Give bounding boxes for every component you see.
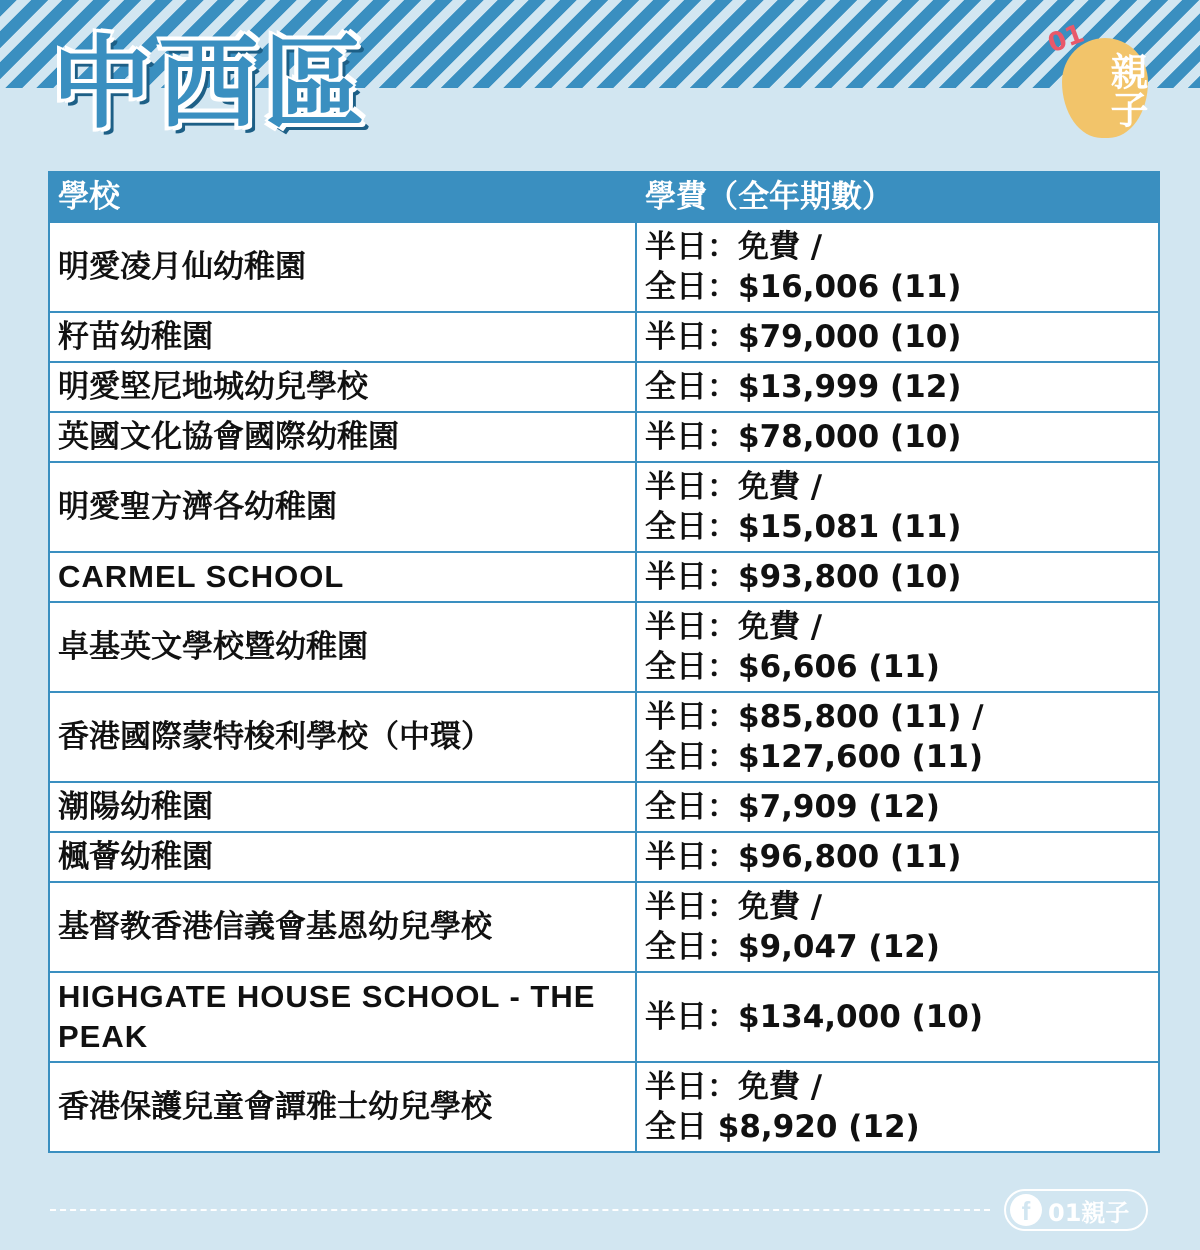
fees-column-header: 學費（全年期數） xyxy=(636,172,1159,222)
school-name-cell: 香港國際蒙特梭利學校（中環） xyxy=(49,692,636,782)
fee-cell xyxy=(636,552,1159,602)
fee-line: 半日：$85,800 (11) / xyxy=(645,699,984,735)
fee-line: 半日：免費 / xyxy=(645,1069,823,1105)
fee-line: 全日：$127,600 (11) xyxy=(645,739,984,775)
footer-dashed-divider xyxy=(50,1209,990,1211)
fee-cell xyxy=(636,602,1159,692)
table-row xyxy=(49,412,1159,462)
fee-line: 半日：免費 / xyxy=(645,469,823,505)
school-column-header: 學校 xyxy=(49,172,636,222)
fee-cell xyxy=(636,312,1159,362)
page-title: 中西區 xyxy=(52,25,370,142)
fee-line: 半日：免費 / xyxy=(645,889,823,925)
table-row xyxy=(49,222,1159,312)
fee-line: 半日：$78,000 (10) xyxy=(645,419,962,455)
fee-cell xyxy=(636,882,1159,972)
school-name-cell: 楓薈幼稚園 xyxy=(49,832,636,882)
fee-line: 全日：$9,047 (12) xyxy=(645,929,940,965)
table-row xyxy=(49,782,1159,832)
fee-line: 全日：$6,606 (11) xyxy=(645,649,940,685)
school-name-cell: 明愛堅尼地城幼兒學校 xyxy=(49,362,636,412)
fee-cell xyxy=(636,1062,1159,1152)
fee-cell xyxy=(636,362,1159,412)
fee-cell xyxy=(636,412,1159,462)
school-name-cell: 基督教香港信義會基恩幼兒學校 xyxy=(49,882,636,972)
fee-line: 半日：$134,000 (10) xyxy=(645,999,984,1035)
school-name-cell: CARMEL SCHOOL xyxy=(49,552,636,602)
fee-line: 半日：$79,000 (10) xyxy=(645,319,962,355)
fee-line: 全日：$16,006 (11) xyxy=(645,269,962,305)
fee-line: 半日：$93,800 (10) xyxy=(645,559,962,595)
table-row xyxy=(49,972,1159,1062)
table-row xyxy=(49,552,1159,602)
school-name-cell: 卓基英文學校暨幼稚園 xyxy=(49,602,636,692)
school-name-cell: 明愛聖方濟各幼稚園 xyxy=(49,462,636,552)
school-name-cell: 潮陽幼稚園 xyxy=(49,782,636,832)
footer-brand-badge xyxy=(1004,1189,1148,1231)
fee-cell xyxy=(636,222,1159,312)
table-header-row xyxy=(49,172,1159,222)
table-row xyxy=(49,462,1159,552)
school-name-cell: 香港保護兒童會譚雅士幼兒學校 xyxy=(49,1062,636,1152)
fee-cell xyxy=(636,462,1159,552)
school-name-cell: 英國文化協會國際幼稚園 xyxy=(49,412,636,462)
fee-line: 半日：免費 / xyxy=(645,609,823,645)
brand-logo xyxy=(1043,18,1148,138)
logo-text: 親子 xyxy=(1104,52,1148,128)
table-row xyxy=(49,312,1159,362)
fee-cell xyxy=(636,782,1159,832)
table-row xyxy=(49,692,1159,782)
table-body xyxy=(49,222,1159,1152)
fee-cell xyxy=(636,972,1159,1062)
fee-line: 全日 $8,920 (12) xyxy=(645,1109,920,1145)
school-name-cell: 明愛凌月仙幼稚園 xyxy=(49,222,636,312)
facebook-icon: f xyxy=(1010,1194,1042,1226)
fee-line: 全日：$15,081 (11) xyxy=(645,509,962,545)
table-row xyxy=(49,832,1159,882)
table-row xyxy=(49,882,1159,972)
table-row xyxy=(49,602,1159,692)
fee-cell xyxy=(636,832,1159,882)
fee-line: 半日：$96,800 (11) xyxy=(645,839,962,875)
school-name-cell: HIGHGATE HOUSE SCHOOL - THE PEAK xyxy=(49,972,636,1062)
footer-brand-text: 01親子 xyxy=(1048,1198,1130,1227)
school-name-cell: 籽苗幼稚園 xyxy=(49,312,636,362)
fee-line: 半日：免費 / xyxy=(645,229,823,265)
fee-cell xyxy=(636,692,1159,782)
logo-accent-text: 01 xyxy=(1043,18,1089,60)
table-row xyxy=(49,362,1159,412)
fee-line: 全日：$13,999 (12) xyxy=(645,369,962,405)
fee-line: 全日：$7,909 (12) xyxy=(645,789,940,825)
table-row xyxy=(49,1062,1159,1152)
fee-table xyxy=(48,171,1160,1153)
